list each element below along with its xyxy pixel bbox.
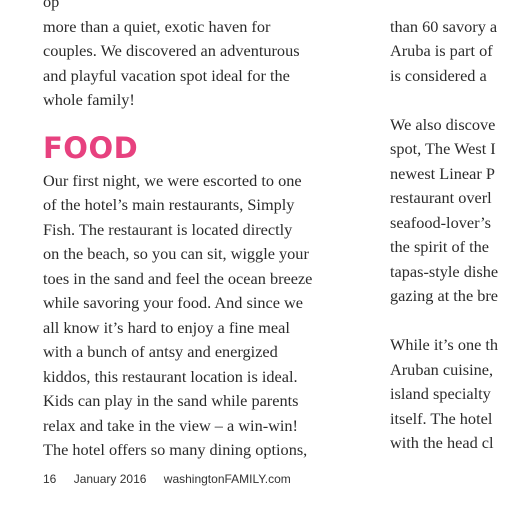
- text-line: kiddos, this restaurant location is ideal.: [43, 366, 298, 386]
- section-heading-food: FOOD: [43, 130, 139, 165]
- text-line: gazing at the bre: [390, 286, 499, 305]
- text-line: than 60 savory a: [390, 16, 498, 36]
- text-line: newest Linear P: [390, 163, 495, 183]
- text-line: toes in the sand and feel the ocean breeze: [43, 268, 313, 288]
- food-paragraph: [43, 169, 373, 463]
- text-line: with a bunch of antsy and energized: [43, 342, 278, 361]
- text-line: seafood-lover’s: [390, 212, 491, 232]
- text-line: on the beach, so you can sit, wiggle your: [43, 244, 309, 263]
- right-column: [390, 0, 512, 456]
- text-line: Our first night, we were escorted to one: [43, 170, 302, 190]
- text-line: the spirit of the: [390, 237, 490, 256]
- paragraph-gap: [390, 309, 512, 334]
- text-line: We also discove: [390, 114, 496, 134]
- text-line: with the head cl: [390, 433, 494, 452]
- text-line: Aruban cuisine,: [390, 359, 494, 379]
- text-line: tapas-style dishe: [390, 261, 499, 281]
- issue-date: January 2016: [73, 472, 147, 486]
- text-line: spot, The West I: [390, 139, 496, 158]
- page-number: 16: [43, 472, 57, 486]
- text-line: all know it’s hard to enjoy a fine meal: [43, 317, 290, 337]
- right-paragraph-3: [390, 333, 512, 456]
- text-line: more than a quiet, exotic haven for: [43, 16, 271, 36]
- text-line: is considered a: [390, 65, 487, 85]
- text-line: while savoring your food. And since we: [43, 293, 303, 312]
- text-line: relax and take in the view – a win-win!: [43, 415, 298, 435]
- page-footer: [43, 472, 305, 486]
- text-line: of the hotel’s main restaurants, Simply: [43, 195, 295, 214]
- site-name: washingtonFAMILY.com: [163, 472, 291, 486]
- text-line: op: [43, 0, 60, 11]
- paragraph-gap: [390, 88, 512, 113]
- right-paragraph-1: [390, 0, 512, 88]
- right-paragraph-2: [390, 113, 512, 309]
- text-line: Kids can play in the sand while parents: [43, 391, 299, 410]
- left-column: [43, 0, 373, 463]
- text-line: Fish. The restaurant is located directly: [43, 219, 293, 239]
- text-line: The hotel offers so many dining options,: [43, 440, 308, 459]
- text-line: restaurant overl: [390, 188, 492, 207]
- text-line: island specialty: [390, 384, 491, 403]
- text-line: While it’s one th: [390, 335, 499, 354]
- text-line: couples. We discovered an adventurous: [43, 41, 300, 60]
- text-line: and playful vacation spot ideal for the: [43, 65, 290, 85]
- text-line: whole family!: [43, 90, 135, 109]
- intro-paragraph: [43, 0, 373, 113]
- text-line: Aruba is part of: [390, 41, 493, 60]
- text-line: itself. The hotel: [390, 408, 493, 428]
- text-line: [390, 0, 512, 15]
